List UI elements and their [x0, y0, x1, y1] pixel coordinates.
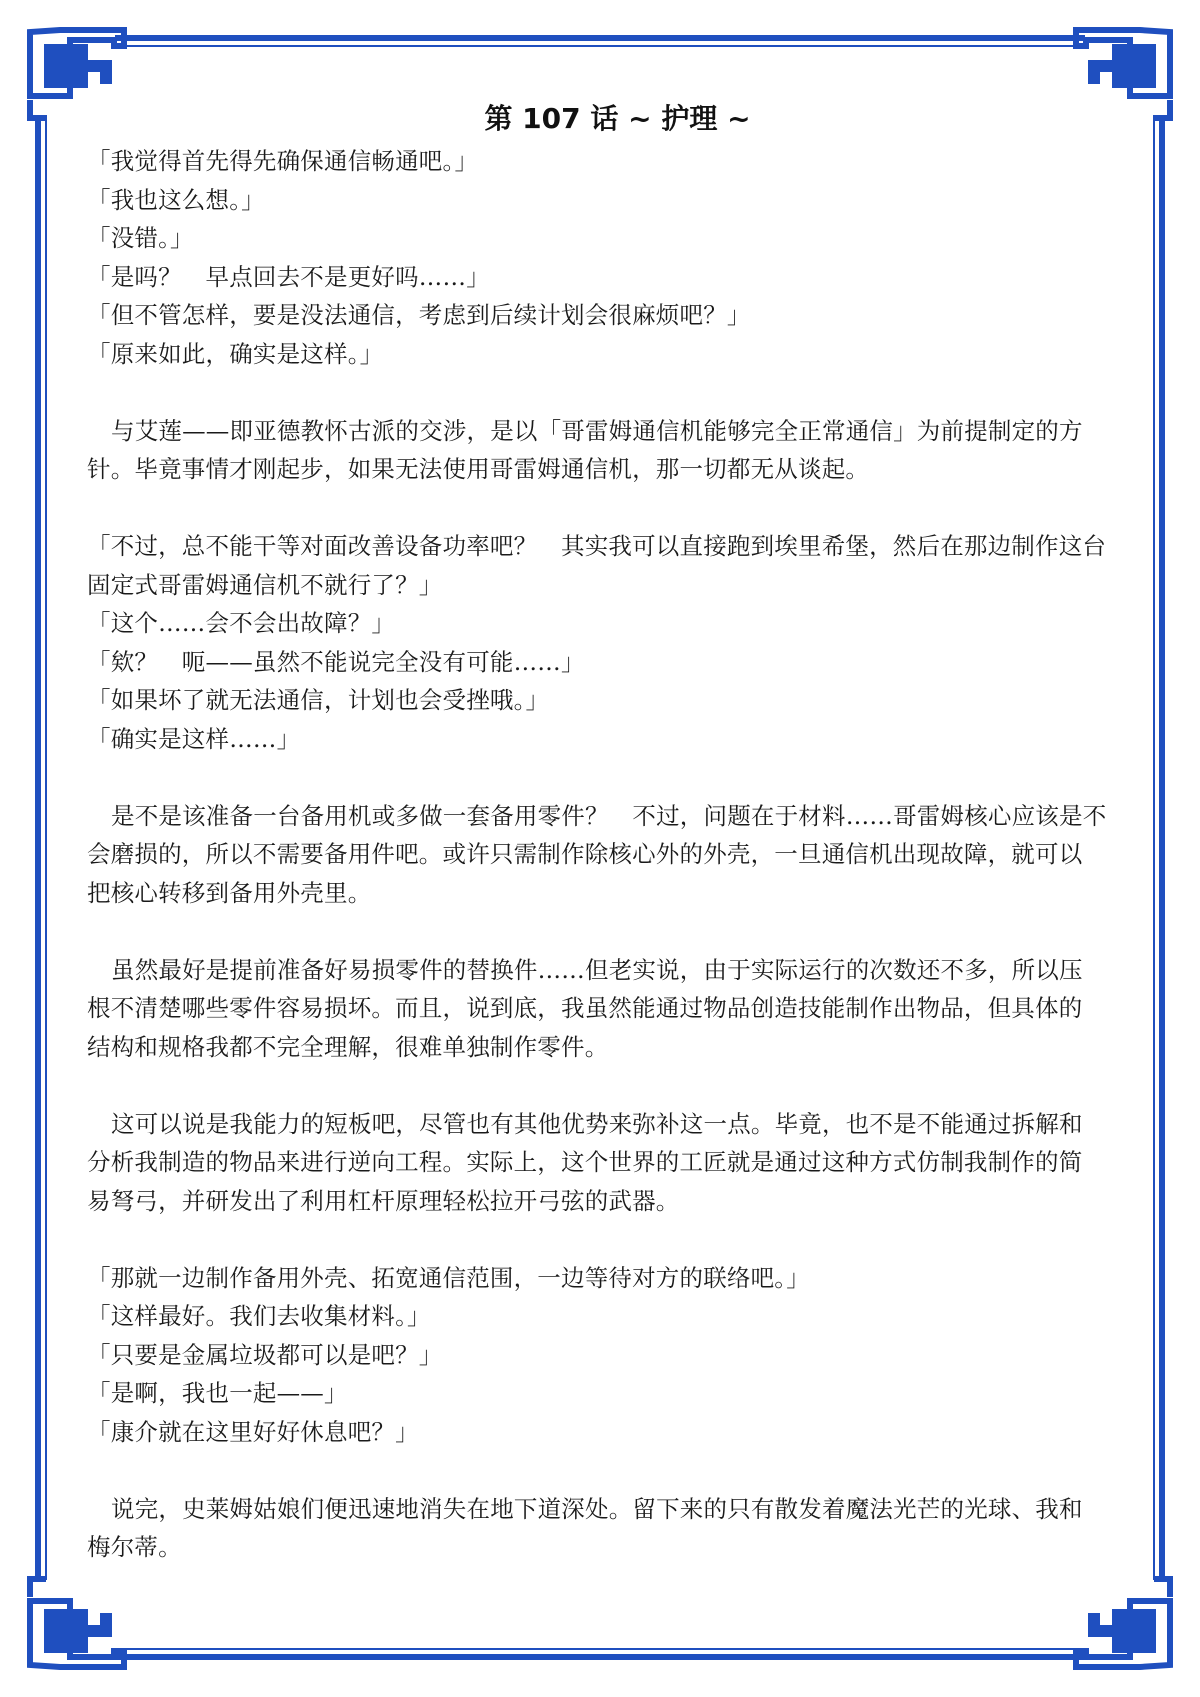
dialogue-line: 「确实是这样……」: [87, 724, 301, 753]
dialogue-line: 「是啊，我也一起——」: [87, 1379, 348, 1407]
paragraph-gap: [87, 1220, 1122, 1259]
narration-line: 是不是该准备一台备用机或多做一套备用零件？ 不过，问题在于材料……哥雷姆核心应该是不: [111, 801, 1107, 830]
dialogue-line: 固定式哥雷姆通信机不就行了？」: [87, 570, 443, 599]
dialogue-line: 「我也这么想。」: [87, 185, 265, 214]
paragraph-gap: [87, 1451, 1122, 1490]
narration-line: 分析我制造的物品来进行逆向工程。实际上，这个世界的工匠就是通过这种方式仿制我制作的简: [87, 1148, 1083, 1176]
narration-line: 根不清楚哪些零件容易损坏。而且，说到底，我虽然能通过物品创造技能制作出物品，但具体的: [87, 994, 1083, 1022]
narration-line: 这可以说是我能力的短板吧，尽管也有其他优势来弥补这一点。毕竟，也不是不能通过拆解和: [111, 1109, 1083, 1138]
paragraph-gap: [87, 912, 1122, 951]
dialogue-line: 「这个……会不会出故障？」: [87, 609, 396, 637]
narration-line: 会磨损的，所以不需要备用件吧。或许只需制作除核心外的外壳，一旦通信机出现故障，就可以: [87, 840, 1083, 868]
dialogue-line: 「那就一边制作备用外壳、拓宽通信范围，一边等待对方的联络吧。」: [87, 1263, 810, 1292]
dialogue-line: 「但不管怎样，要是没法通信，考虑到后续计划会很麻烦吧？」: [87, 301, 751, 329]
text-body: [87, 142, 1122, 1567]
corner-ornament-bottom-left: [30, 1579, 124, 1667]
dialogue-line: 「如果坏了就无法通信，计划也会受挫哦。」: [87, 686, 550, 714]
dialogue-line: 「康介就在这里好好休息吧？」: [87, 1417, 419, 1446]
narration-line: 易弩弓，并研发出了利用杠杆原理轻松拉开弓弦的武器。: [87, 1186, 680, 1215]
narration-line: 虽然最好是提前准备好易损零件的替换件……但老实说，由于实际运行的次数还不多，所以压: [111, 955, 1083, 984]
dialogue-line: 「不过，总不能干等对面改善设备功率吧？ 其实我可以直接跑到埃里希堡，然后在那边制作这台: [87, 532, 1107, 560]
paragraph-gap: [87, 1066, 1122, 1105]
dialogue-line: 「我觉得首先得先确保通信畅通吧。」: [87, 147, 479, 175]
paragraph-gap: [87, 489, 1122, 528]
narration-line: 与艾莲——即亚德教怀古派的交涉，是以「哥雷姆通信机能够完全正常通信」为前提制定的方: [111, 416, 1083, 445]
narration-line: 把核心转移到备用外壳里。: [87, 878, 372, 907]
dialogue-line: 「只要是金属垃圾都可以是吧？」: [87, 1340, 443, 1369]
dialogue-line: 「这样最好。我们去收集材料。」: [87, 1302, 431, 1330]
narration-line: 梅尔蒂。: [87, 1533, 182, 1561]
corner-ornament-bottom-right: [1076, 1579, 1170, 1667]
paragraph-gap: [87, 758, 1122, 797]
page-content: [87, 96, 1122, 1567]
narration-line: 说完，史莱姆姑娘们便迅速地消失在地下道深处。留下来的只有散发着魔法光芒的光球、我和: [111, 1494, 1083, 1523]
paragraph-gap: [87, 373, 1122, 412]
dialogue-line: 「没错。」: [87, 224, 194, 252]
narration-line: 结构和规格我都不完全理解，很难单独制作零件。: [87, 1032, 609, 1061]
dialogue-line: 「是吗？ 早点回去不是更好吗……」: [87, 262, 490, 291]
chapter-title: 第 107 话 ~ 护理 ~: [484, 102, 751, 135]
dialogue-line: 「原来如此，确实是这样。」: [87, 339, 384, 368]
narration-line: 针。毕竟事情才刚起步，如果无法使用哥雷姆通信机，那一切都无从谈起。: [87, 455, 870, 483]
dialogue-line: 「欸？ 呃——虽然不能说完全没有可能……」: [87, 647, 585, 676]
